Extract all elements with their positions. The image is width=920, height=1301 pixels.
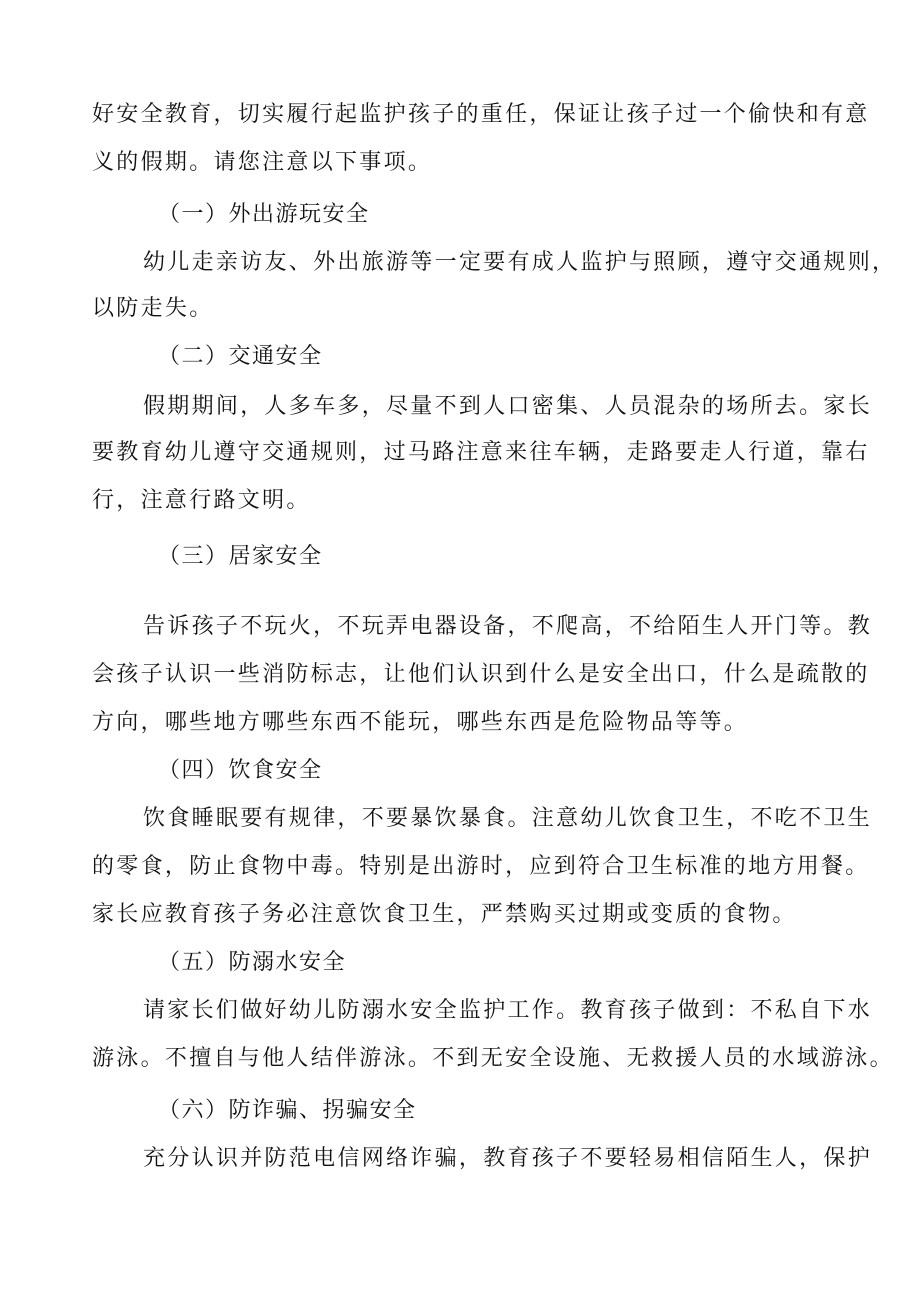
- section-traffic-line-1: 假期期间，人多车多，尽量不到人口密集、人员混杂的场所去。家长: [143, 394, 873, 419]
- section-drowning-line-1: 请家长们做好幼儿防溺水安全监护工作。教育孩子做到：不私自下水: [143, 998, 873, 1023]
- section-traffic-line-2: 要教育幼儿遵守交通规则，过马路注意来往车辆，走路要走人行道，靠右: [92, 440, 870, 465]
- section-outdoor-line-1: 幼儿走亲访友、外出旅游等一定要有成人监护与照顾，遵守交通规则，: [143, 250, 897, 275]
- section-heading-home: （三）居家安全: [158, 544, 323, 569]
- section-heading-outdoor: （一）外出游玩安全: [158, 202, 370, 227]
- section-fraud-line-1: 充分认识并防范电信网络诈骗，教育孩子不要轻易相信陌生人，保护: [143, 1146, 873, 1171]
- section-home-line-3: 方向，哪些地方哪些东西不能玩，哪些东西是危险物品等等。: [92, 710, 749, 735]
- section-drowning-line-2: 游泳。不擅自与他人结伴游泳。不到无安全设施、无救援人员的水域游泳。: [92, 1046, 894, 1071]
- intro-line-1: 好安全教育，切实履行起监护孩子的重任，保证让孩子过一个偷快和有意: [92, 102, 870, 127]
- section-heading-fraud: （六）防诈骗、拐骗安全: [158, 1098, 417, 1123]
- section-food-line-2: 的零食，防止食物中毒。特别是出游时，应到符合卫生标准的地方用餐。: [92, 854, 870, 879]
- section-food-line-3: 家长应教育孩子务必注意饮食卫生，严禁购买过期或变质的食物。: [92, 902, 797, 927]
- section-food-line-1: 饮食睡眠要有规律，不要暴饮暴食。注意幼儿饮食卫生，不吃不卫生: [143, 806, 873, 831]
- section-heading-drowning: （五）防溺水安全: [158, 950, 347, 975]
- section-traffic-line-3: 行，注意行路文明。: [92, 488, 311, 513]
- section-outdoor-line-2: 以防走失。: [92, 296, 214, 321]
- section-home-line-1: 告诉孩子不玩火，不玩弄电器设备，不爬高，不给陌生人开门等。教: [143, 614, 873, 639]
- section-heading-food: （四）饮食安全: [158, 758, 323, 783]
- section-home-line-2: 会孩子认识一些消防标志，让他们认识到什么是安全出口，什么是疏散的: [92, 662, 870, 687]
- intro-line-2: 义的假期。请您注意以下事项。: [92, 150, 433, 175]
- section-heading-traffic: （二）交通安全: [158, 344, 323, 369]
